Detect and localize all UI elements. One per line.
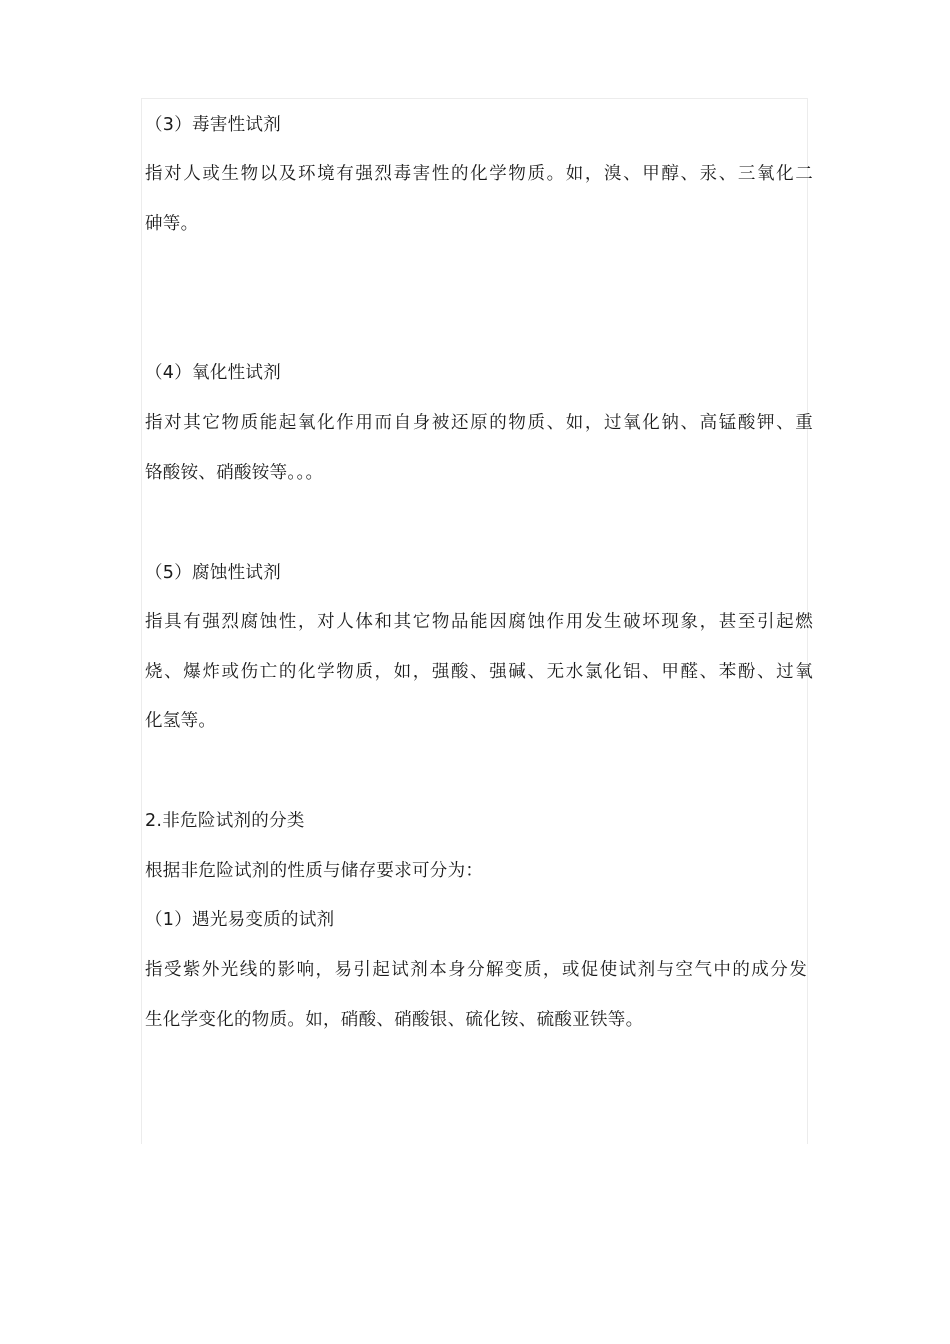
section-5-heading: （5）腐蚀性试剂 — [145, 563, 282, 583]
section-5-text-line-3: 化氢等。 — [145, 711, 217, 731]
nonhazard-intro: 根据非危险试剂的性质与储存要求可分为： — [145, 861, 484, 881]
section-4-text-line-1: 指对其它物质能起氧化作用而自身被还原的物质、如，过氧化钠、高锰酸钾、重 — [145, 413, 813, 433]
section-3-text-line-2: 砷等。 — [145, 214, 199, 234]
subsection-1-heading: （1）遇光易变质的试剂 — [145, 910, 335, 930]
section-3-text-line-1: 指对人或生物以及环境有强烈毒害性的化学物质。如，溴、甲醇、汞、三氧化二 — [145, 164, 813, 184]
section-5-text-line-2: 烧、爆炸或伤亡的化学物质，如，强酸、强碱、无水氯化铝、甲醛、苯酚、过氧 — [145, 662, 813, 682]
subsection-1-text-line-2: 生化学变化的物质。如，硝酸、硝酸银、硫化铵、硫酸亚铁等。 — [145, 1010, 644, 1030]
section-4-text-line-2: 铬酸铵、硝酸铵等。。。 — [145, 463, 324, 483]
subsection-1-text-line-1: 指受紫外光线的影响，易引起试剂本身分解变质，或促使试剂与空气中的成分发 — [145, 960, 807, 980]
section-4-heading: （4）氧化性试剂 — [145, 363, 282, 383]
section-5-text-line-1: 指具有强烈腐蚀性，对人体和其它物品能因腐蚀作用发生破坏现象，甚至引起燃 — [145, 612, 813, 632]
nonhazard-heading: 2.非危险试剂的分类 — [145, 811, 305, 831]
section-3-heading: （3）毒害性试剂 — [145, 115, 282, 135]
